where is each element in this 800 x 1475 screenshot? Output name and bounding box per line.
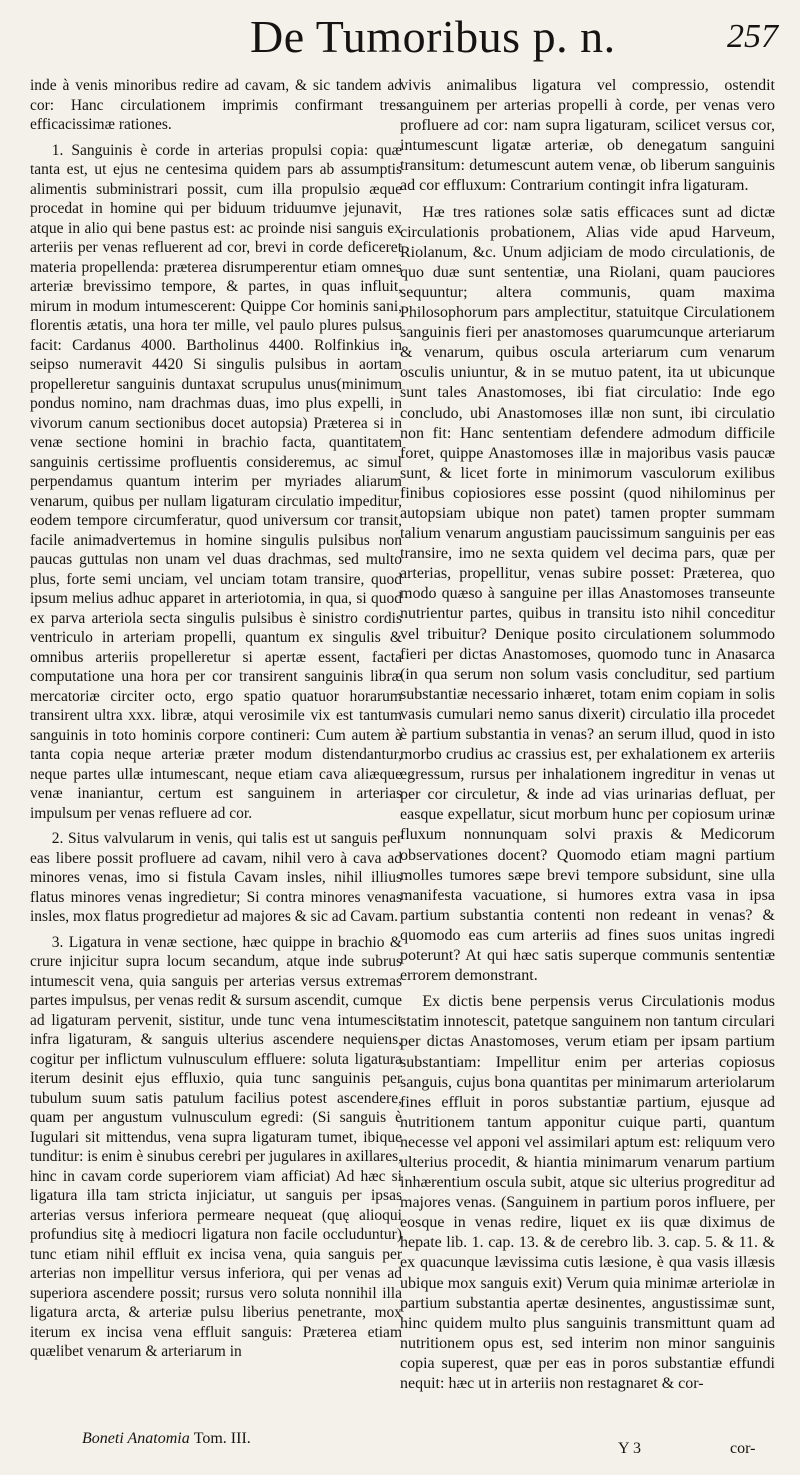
paragraph: Hæ tres rationes solæ satis efficaces sunt ad dictæ circulationis probationem, Alias vide apud Harveum, Riolanum, &c. Unum adjiciam de modo circulationis, de quo duæ sunt sententiæ, una Riolani, quam pauciores sequuntur; altera communis, quam maxima Philosophorum pars amplectitur, statuitque Circulationem sanguinis fieri per anastomoses quarumcunque arteriarum & venarum, quibus oscula arteriarum cum venarum osculis uniuntur, & in se mutuo patent, ita ut ubicunque sunt tales Anastomoses, ibi fiat circulatio: Inde ego concludo, ubi Anastomoses illæ non sunt, ibi circulatio non fit: Hanc sententiam defendere admodum difficile foret, quippe Anastomoses illæ in majoribus vasis paucæ sunt, & licet forte in minimorum vasculorum exilibus finibus copiosiores esse possint (quod nihilominus per autopsiam ubique non patet) tamen propter summam talium venarum angustiam paucissimum sanguinis per eas transire, imo ne sexta quidem vel decima pars, quæ per arterias, propellitur, venas subire posset: Præterea, quo modo quæso à sanguine per illas Anastomoses transeunte nutrientur partes, quibus in transitu isto nihil conceditur vel tribuitur? Denique posito circulationem solummodo fieri per dictas Anastomoses, quomodo tunc in Anasarca (in qua serum non solum vasis concluditur, sed partium substantiæ necessario inhæret, totam enim copiam in solis vasis cumulari nemo sanus dixerit) circulatio illa procedet è partium substantia in venas? an serum illud, quod in isto morbo crudius ac crassius est, per exhalationem ex arteriis egressum, rursus per inhalationem ingreditur in venas ut per cor circuletur, & inde ad vias urinarias defluat, per easque expellatur, sicut morbum hunc per copiosum urinæ fluxum nonnunquam solvi praxis & Medicorum observationes docent? Quomodo etiam magni partium molles tumores sæpe brevi tempore subsidunt, sine ulla manifesta vacuatione, si humores extra vasa in ipsa partium substantia contenti non redeant in venas? & quomodo eas cum arteriis ad fines suos unitas ingredi poterunt? At qui hæc satis superque communis sententiæ errorem demonstrant. [400, 203, 775, 985]
left-column [30, 76, 402, 1368]
paragraph: 3. Ligatura in venæ sectione, hæc quippe in brachio & crure injicitur supra locum secandum, atque inde subrus intumescit vena, quia sanguis per arterias versus extremas partes impulsus, per venas redit & sursum ascendit, cumque ad ligaturam pervenit, sistitur, unde tunc vena intumescit infra ligaturam, & sanguis ulterius ascendere nequiens, cogitur per inflictum vulnusculum effluere: soluta ligatura iterum desinit ejus effluxio, quia tunc sanguinis per tubulum suum satis patulum facilius potest ascendere, quam per angustum vulnusculum egredi: (Si sanguis è Iugulari sit mittendus, vena supra ligaturam tumet, ibique tunditur: is enim è sinubus cerebri per jugulares in axillares, hinc in cavam corde superiorem viam afficiat) Ad hæc si ligatura illa tam stricta injiciatur, ut sanguis per ipsas arterias versus inferiora permeare nequeat (quę alioqui profundius sitę à mediocri ligatura non facile occluduntur) tunc etiam nihil effluit ex incisa vena, quia sanguis per arterias non impellitur versus inferiora, qui per venas ad superiora ascendere possit; rursus vero soluta nonnihil illa ligatura arcta, & arteriæ pulsu liberius penetrante, mox iterum ex incisa vena effluit sanguis: Præterea etiam quælibet venarum & arteriarum in [30, 933, 402, 1360]
paragraph: 2. Situs valvularum in venis, qui talis est ut sanguis per eas libere possit profluere ad cavam, nihil vero à cava ad minores venas, imo si fistula Cavam insles, nihil illius flatus minores venas ingredietur; Si contra minores venas insles, mox flatus progredietur ad majores & sic ad Cavam. [30, 830, 402, 925]
paragraph: Ex dictis bene perpensis verus Circulationis modus statim innotescit, patetque sanguinem non tantum circulari per dictas Anastomoses, verum etiam per ipsam partium substantiam: Impellitur enim per arterias copiosus sanguis, cujus bona quantitas per minimarum arteriolarum fines effluit in poros substantiæ partium, ejusque ad nutritionem tantum apponitur cuique parti, quantum necesse vel apponi vel assimilari aptum est: reliquum vero ulterius procedit, & hiantia minimarum venarum partium inhærentium oscula subit, atque sic ulterius progreditur ad majores venas. (Sanguinem in partium poros influere, per eosque in venas redire, liquet ex iis quæ diximus de hepate lib. 1. cap. 13. & de cerebro lib. 3. cap. 5. & 11. & ex quacunque lævissima cutis læsione, è qua vasis illæsis ubique mox sanguis exit) Verum quia minimæ arteriolæ in partium substantia apertæ desinentes, angustissimæ sunt, hinc quidem multo plus sanguinis transmittunt quam ad nutritionem opus est, sed interim non minor sanguinis copia superest, quæ per eas in poros substantiæ effundi nequit: hæc ut in arteriis non restagnaret & cor- [400, 993, 775, 1392]
running-header [0, 8, 800, 66]
right-column [400, 76, 775, 1400]
page-footer [0, 1430, 800, 1470]
signature-title: Boneti Anatomia [82, 1430, 190, 1447]
paragraph: 1. Sanguinis è corde in arterias propulsi copia: quæ tanta est, ut ejus ne centesima quidem pars ab assumptis alimentis subministrari possit, cum illa propulsio æque procedat in homine qui per biduum triduumve jejunavit, atque in alio qui bene pastus est: ac proinde nisi sanguis ex arteriis per venas refluerent ad cor, brevi in corde deficeret materia propellenda: præterea disrumperentur etiam omnes arteriæ brevissimo tempore, & partes, in quas influit, mirum in modum intumescerent: Quippe Cor hominis sani, florentis ætatis, una hora ter mille, vel paulo plures pulsus facit: Cardanus 4000. Bartholinus 4400. Rolfinkius in seipso numeravit 4420 Si singulis pulsibus in aortam propelleretur sanguinis duntaxat scrupulus unus(minimum pondus nomino, nam drachmas duas, imo plus expelli, in vivorum canum sectionibus docet autopsia) Præterea si in venæ sectione homini in brachio facta, quantitatem sanguinis certissime profluentis consideremus, ac simul perpendamus quantum interim per myriades aliarum venarum, quibus per nullam ligaturam circulatio impeditur, eodem tempore circumferatur, quod universum cor transit, facile animadvertemus in homine singulis pulsibus non paucas guttulas non unam vel duas drachmas, sed multo plus, forte semi unciam, vel unciam totam transire, quod ipsum melius adhuc apparet in arteriotomia, in qua, si quod ex parva arteriola secta singulis pulsibus è sinistro cordis ventriculo in arteriam propelli, quantum ex singulis & omnibus arteriis propelleretur si apertæ essent, facta computatione una hora per cor transirent sanguinis libræ mercatoriæ circiter octo, ergo spatio quatuor horarum transirent ultra xxx. libræ, atqui verosimile vix est tantum sanguinis in toto hominis corpore contineri: Cum autem à tanta copia neque arteriæ præter modum distendantur, neque partes ullæ intumescant, neque etiam cava aliæque venæ inaniantur, certum est sanguinem in arterias impulsum per venas refluere ad cor. [30, 141, 402, 822]
paragraph: inde à venis minoribus redire ad cavam, & sic tandem ad cor: Hanc circulationem imprimis confirmant tres efficacissimæ rationes. [30, 77, 402, 133]
printer-signature [82, 1430, 251, 1448]
sheet-mark: Y 3 [618, 1440, 641, 1457]
page-title: De Tumoribus p. n. [250, 11, 616, 62]
paragraph: vivis animalibus ligatura vel compressio, ostendit sanguinem per arterias propelli à corde, per venas vero profluere ad cor: nam supra ligaturam, scilicet versus cor, intumescunt ligatæ arteriæ, ob denegatum sanguini transitum: detumescunt autem venæ, ob liberum sanguinis ad cor effluxum: Contrarium contingit infra ligaturam. [400, 77, 775, 195]
signature-volume: Tom. III. [193, 1430, 251, 1447]
catchword: cor- [730, 1440, 756, 1457]
page-number: 257 [727, 18, 778, 55]
